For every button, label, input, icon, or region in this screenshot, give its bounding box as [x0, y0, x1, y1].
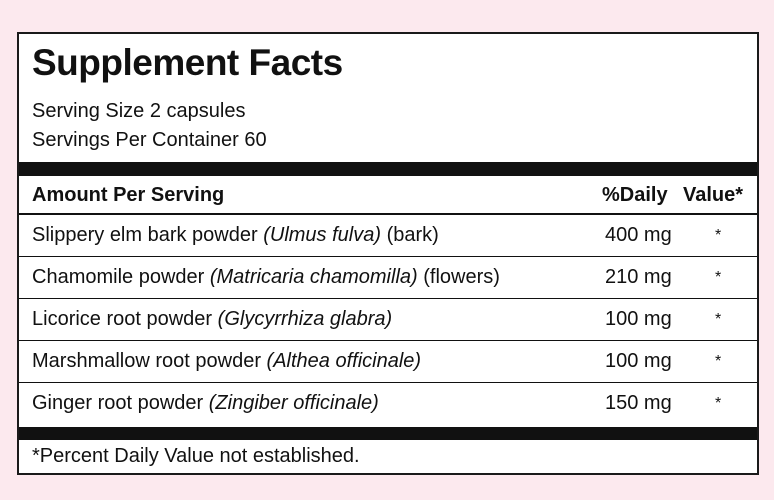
supplement-facts-panel	[17, 32, 759, 475]
ingredient-amount: 400 mg	[605, 224, 672, 246]
table-row	[19, 299, 757, 341]
ingredient-plant-part: (bark)	[386, 224, 439, 246]
ingredient-latin-name: (Glycyrrhiza glabra)	[217, 308, 393, 330]
ingredient-latin-name: (Matricaria chamomilla)	[209, 266, 418, 288]
table-row	[19, 341, 757, 383]
thick-divider-bottom	[19, 427, 757, 440]
table-row	[19, 257, 757, 299]
ingredient-latin-name: (Zingiber officinale)	[208, 392, 379, 414]
ingredient-amount: 150 mg	[605, 392, 672, 414]
daily-value-footnote: *Percent Daily Value not established.	[32, 445, 360, 467]
table-header	[19, 176, 757, 215]
servings-per-container: Servings Per Container 60	[32, 129, 267, 151]
ingredient-common-name: Chamomile powder	[32, 266, 205, 288]
ingredient-plant-part: (flowers)	[423, 266, 500, 288]
ingredient-amount: 100 mg	[605, 308, 672, 330]
ingredient-common-name: Licorice root powder	[32, 308, 213, 330]
ingredient-common-name: Ginger root powder	[32, 392, 204, 414]
table-row	[19, 383, 757, 425]
serving-size: Serving Size 2 capsules	[32, 100, 246, 122]
ingredient-latin-name: (Ulmus fulva)	[263, 224, 382, 246]
daily-value-marker: *	[715, 353, 722, 370]
ingredient-common-name: Slippery elm bark powder	[32, 224, 258, 246]
table-row	[19, 215, 757, 257]
header-daily: %Daily	[602, 184, 668, 206]
thick-divider-top	[19, 162, 757, 176]
header-value: Value*	[683, 184, 744, 206]
ingredient-common-name: Marshmallow root powder	[32, 350, 261, 372]
daily-value-marker: *	[715, 269, 722, 286]
daily-value-marker: *	[715, 311, 722, 328]
daily-value-marker: *	[715, 395, 722, 412]
ingredient-name	[32, 266, 500, 289]
ingredient-name	[32, 392, 379, 415]
panel-title: Supplement Facts	[32, 42, 343, 83]
daily-value-marker: *	[715, 227, 722, 244]
ingredient-name	[32, 308, 392, 331]
ingredient-name	[32, 224, 439, 247]
header-amount-per-serving: Amount Per Serving	[32, 184, 225, 206]
ingredient-name	[32, 350, 421, 373]
ingredient-latin-name: (Althea officinale)	[266, 350, 422, 372]
ingredient-amount: 210 mg	[605, 266, 672, 288]
ingredient-amount: 100 mg	[605, 350, 672, 372]
